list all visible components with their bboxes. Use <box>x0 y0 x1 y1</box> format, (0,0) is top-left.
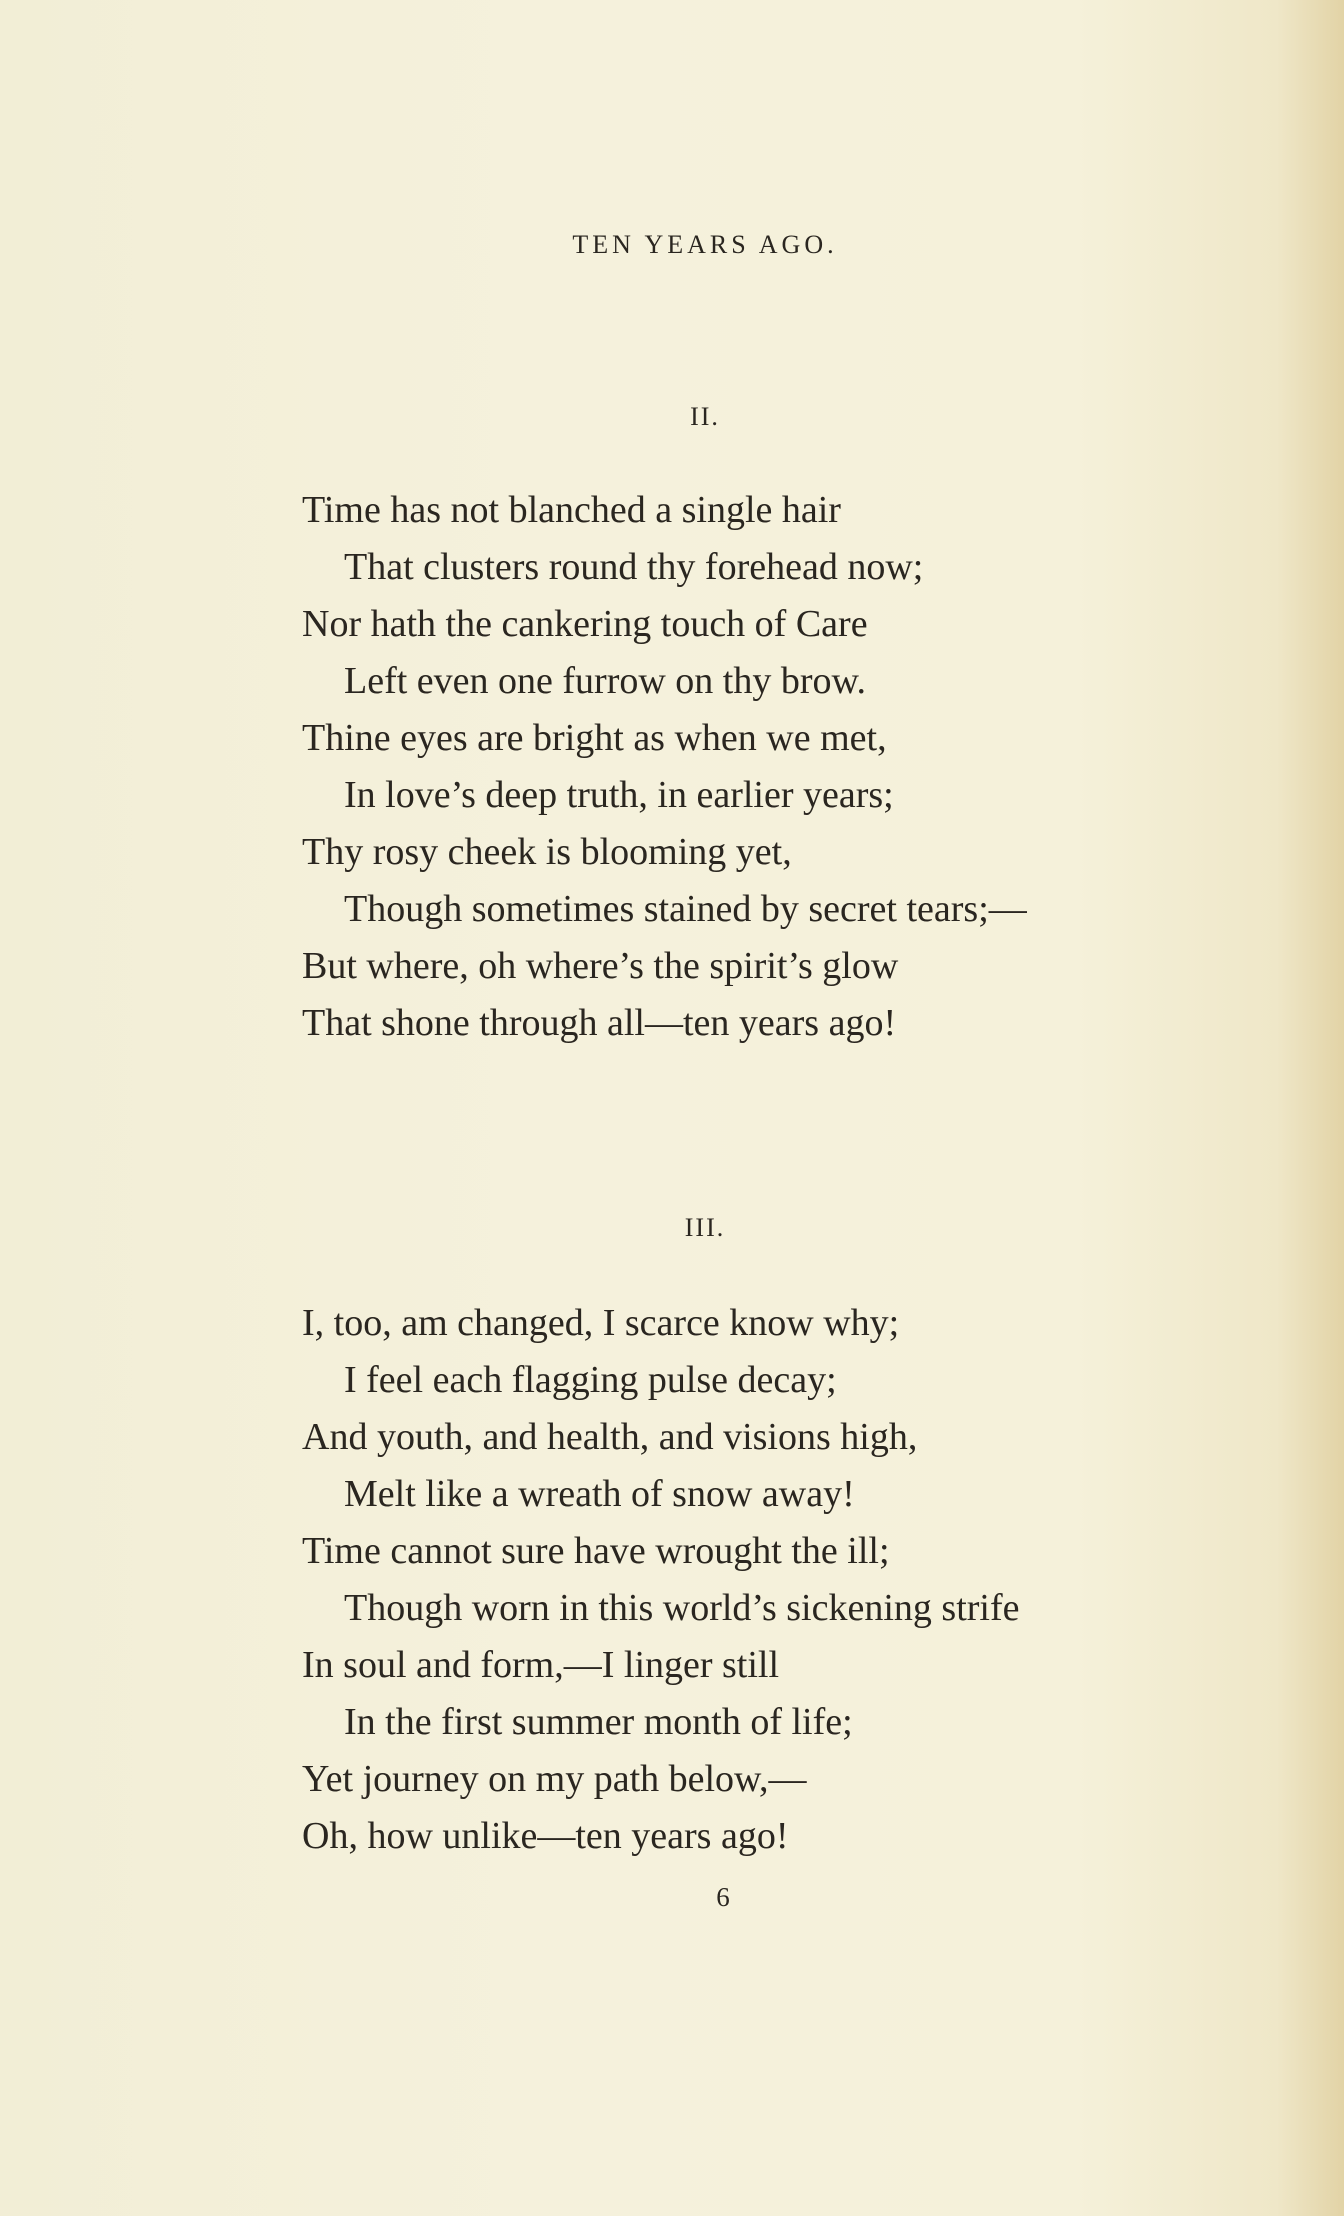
verse-line: Thy rosy cheek is blooming yet, <box>302 831 792 873</box>
running-head: TEN YEARS AGO. <box>572 230 838 259</box>
stanza-iii <box>302 1295 1019 1865</box>
section-number-ii: II. <box>690 402 720 431</box>
section-number-iii: III. <box>684 1213 726 1242</box>
verse-line: That clusters round thy forehead now; <box>344 546 924 588</box>
verse-line: And youth, and health, and visions high, <box>302 1416 918 1458</box>
verse-line: Though sometimes stained by secret tears;— <box>344 888 1027 930</box>
page-number: 6 <box>716 1882 730 1912</box>
verse-line: I, too, am changed, I scarce know why; <box>302 1302 900 1344</box>
verse-line: Nor hath the cankering touch of Care <box>302 603 868 645</box>
verse-line: But where, oh where’s the spirit’s glow <box>302 945 899 987</box>
verse-line: Left even one furrow on thy brow. <box>344 660 866 702</box>
verse-line: In soul and form,—I linger still <box>302 1644 780 1686</box>
verse-line: Time has not blanched a single hair <box>302 489 841 531</box>
verse-line: I feel each flagging pulse decay; <box>344 1359 837 1401</box>
verse-line: In the first summer month of life; <box>344 1701 853 1743</box>
verse-line: Though worn in this world’s sickening strife <box>344 1587 1020 1629</box>
verse-line: Oh, how unlike—ten years ago! <box>302 1815 789 1857</box>
verse-line: Yet journey on my path below,— <box>302 1758 807 1800</box>
stanza-ii <box>302 482 1027 1052</box>
verse-line: Time cannot sure have wrought the ill; <box>302 1530 890 1572</box>
verse-line: That shone through all—ten years ago! <box>302 1002 897 1044</box>
verse-line: Thine eyes are bright as when we met, <box>302 717 887 759</box>
verse-line: In love’s deep truth, in earlier years; <box>344 774 894 816</box>
verse-line: Melt like a wreath of snow away! <box>344 1473 855 1515</box>
